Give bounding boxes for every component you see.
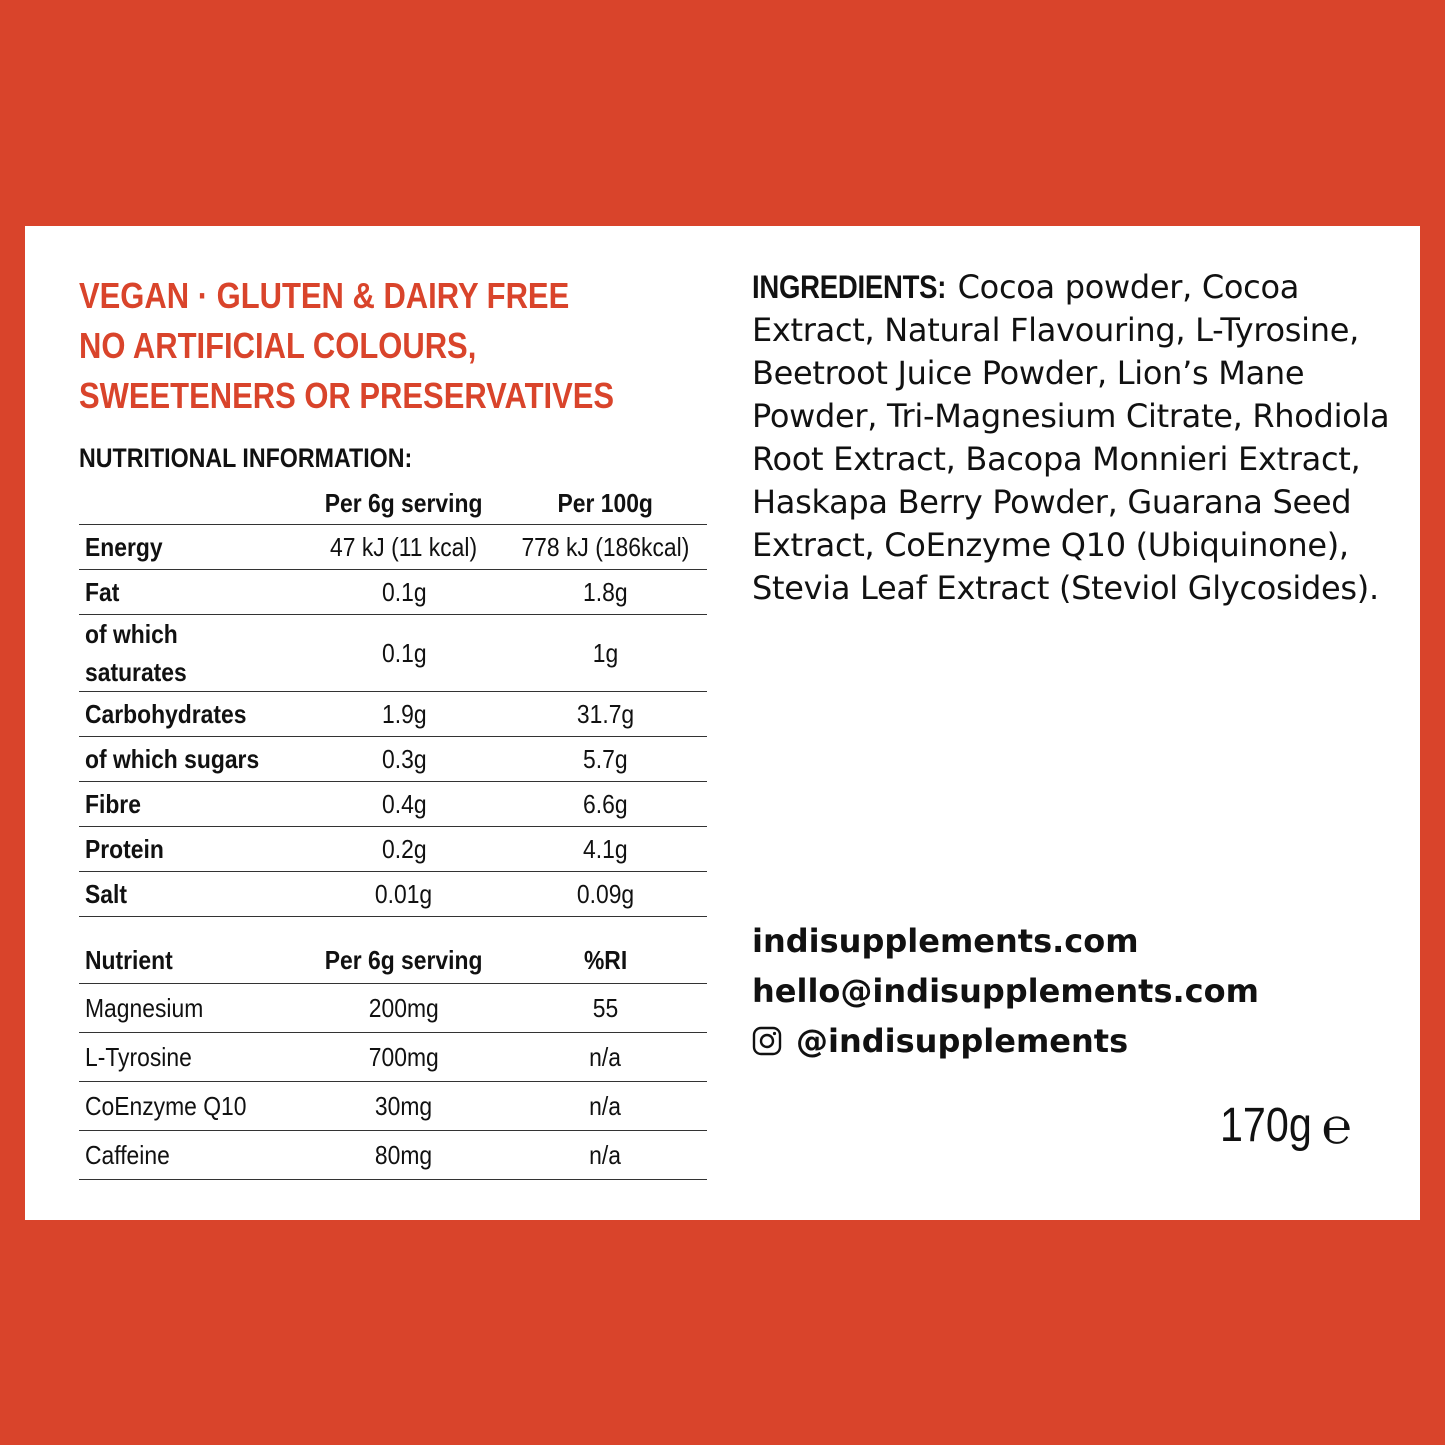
instagram-icon	[752, 1026, 782, 1056]
label-card	[25, 226, 1420, 1220]
header-per-serving: Per 6g serving	[304, 937, 504, 984]
ingredients-text: Cocoa powder, Cocoa Extract, Natural Flavouring, L-Tyrosine, Beetroot Juice Powder, Lion’s Mane Powder, Tri-Magnesium Citrate, Rhodiola Root Extract, Bacopa Monnieri Extract, Haskapa Berry Powder, Guarana Seed Extract, CoEnzyme Q10 (Ubiquinone), Stevia Leaf Extract (Steviol Glycosides).	[752, 268, 1390, 607]
nutrient-ri: n/a	[504, 1033, 707, 1082]
row-serving: 0.1g	[304, 615, 504, 692]
row-per100: 778 kJ (186kcal)	[504, 525, 707, 570]
table-row	[79, 525, 707, 570]
claim-line: SWEETENERS OR PRESERVATIVES	[79, 375, 615, 416]
right-column	[752, 266, 1392, 610]
table-row	[79, 872, 707, 917]
row-per100: 6.6g	[504, 782, 707, 827]
row-per100: 0.09g	[504, 872, 707, 917]
header-ri: %RI	[504, 937, 707, 984]
nutrient-ri: n/a	[504, 1082, 707, 1131]
table-header-row	[79, 937, 707, 984]
table-row	[79, 782, 707, 827]
row-serving: 0.3g	[304, 737, 504, 782]
table-row	[79, 692, 707, 737]
claim-line: VEGAN · GLUTEN & DAIRY FREE	[79, 275, 570, 316]
nutrient-serving: 700mg	[304, 1033, 504, 1082]
row-per100: 31.7g	[504, 692, 707, 737]
table-header-row	[79, 482, 707, 525]
weight-value: 170g	[1219, 1099, 1312, 1152]
row-serving: 0.1g	[304, 570, 504, 615]
nutrient-name: Magnesium	[79, 984, 304, 1033]
row-per100: 1.8g	[504, 570, 707, 615]
website-link[interactable]: indisupplements.com	[752, 922, 1139, 960]
table-row	[79, 827, 707, 872]
nutrient-serving: 30mg	[304, 1082, 504, 1131]
nutrient-table	[79, 937, 707, 1180]
dietary-claims	[79, 271, 619, 421]
row-serving: 0.4g	[304, 782, 504, 827]
row-per100: 1g	[504, 615, 707, 692]
email-link[interactable]: hello@indisupplements.com	[752, 972, 1259, 1010]
row-label: Fat	[79, 570, 304, 615]
nutrition-table	[79, 482, 707, 917]
instagram-label: @indisupplements	[796, 1022, 1129, 1060]
table-row	[79, 615, 707, 692]
row-label: Protein	[79, 827, 304, 872]
nutrient-ri: 55	[504, 984, 707, 1033]
table-row	[79, 1033, 707, 1082]
row-label: Carbohydrates	[79, 692, 304, 737]
nutrient-name: CoEnzyme Q10	[79, 1082, 304, 1131]
ingredients-label: INGREDIENTS:	[752, 269, 947, 305]
net-weight	[1205, 1098, 1352, 1153]
table-row	[79, 570, 707, 615]
nutrient-name: Caffeine	[79, 1131, 304, 1180]
contact-block	[752, 916, 1259, 1066]
nutrient-serving: 80mg	[304, 1131, 504, 1180]
estimated-sign-icon: ℮	[1321, 1096, 1352, 1155]
ingredients-block	[752, 266, 1392, 610]
instagram-handle[interactable]	[752, 1016, 1259, 1066]
nutrient-name: L-Tyrosine	[79, 1033, 304, 1082]
row-label: Salt	[79, 872, 304, 917]
table-row	[79, 737, 707, 782]
row-per100: 5.7g	[504, 737, 707, 782]
table-row	[79, 1082, 707, 1131]
row-serving: 47 kJ (11 kcal)	[304, 525, 504, 570]
row-serving: 1.9g	[304, 692, 504, 737]
nutrition-title: NUTRITIONAL INFORMATION:	[79, 443, 413, 473]
row-per100: 4.1g	[504, 827, 707, 872]
row-label: Energy	[79, 525, 304, 570]
header-empty	[79, 482, 304, 525]
row-label: of which sugars	[79, 737, 304, 782]
table-row	[79, 984, 707, 1033]
row-serving: 0.01g	[304, 872, 504, 917]
nutrient-ri: n/a	[504, 1131, 707, 1180]
row-serving: 0.2g	[304, 827, 504, 872]
row-label: of which saturates	[79, 615, 304, 692]
header-per-100g: Per 100g	[504, 482, 707, 525]
row-label: Fibre	[79, 782, 304, 827]
header-nutrient: Nutrient	[79, 937, 304, 984]
left-column	[79, 271, 707, 1180]
table-row	[79, 1131, 707, 1180]
header-per-serving: Per 6g serving	[304, 482, 504, 525]
claim-line: NO ARTIFICIAL COLOURS,	[79, 325, 477, 366]
nutrient-serving: 200mg	[304, 984, 504, 1033]
